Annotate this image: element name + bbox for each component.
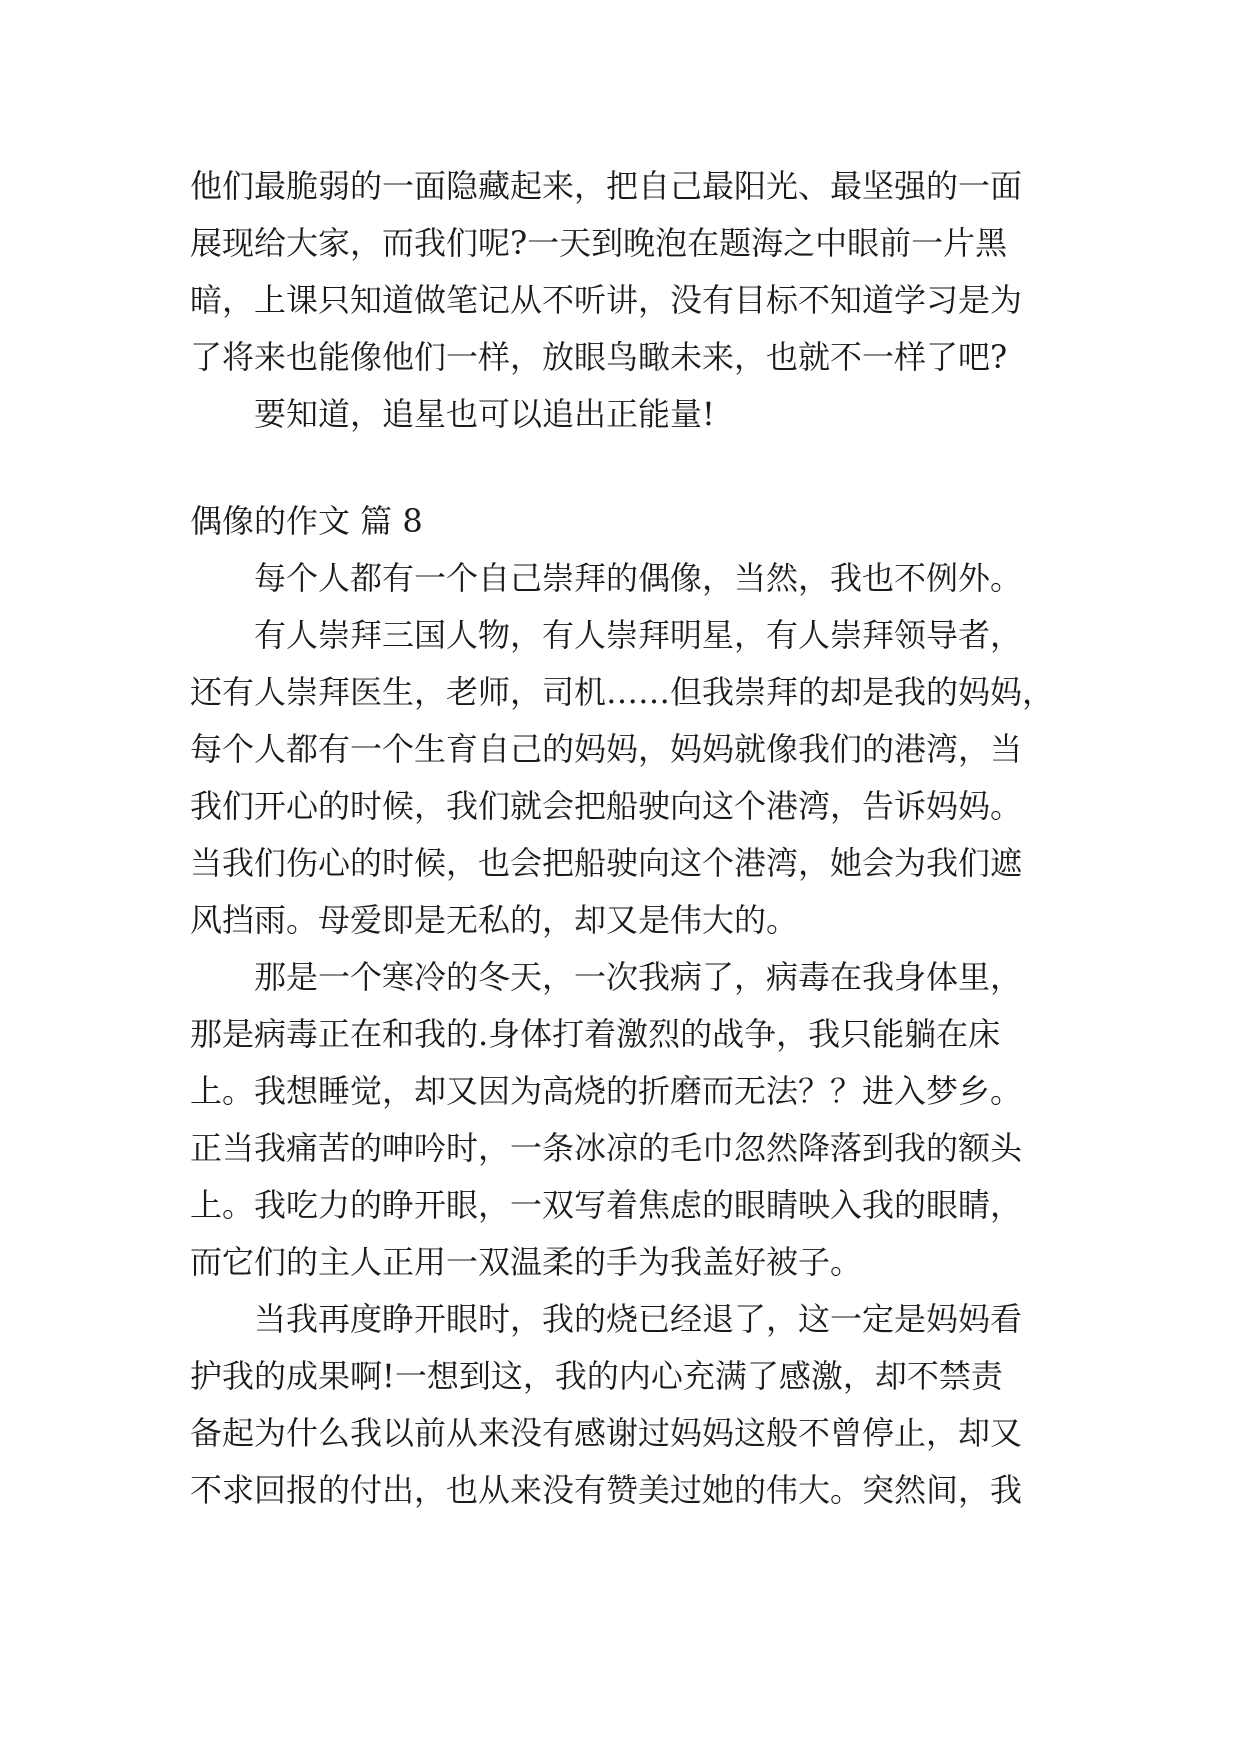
text-line: 风挡雨。母爱即是无私的，却又是伟大的。 <box>190 901 799 939</box>
section-heading: 偶像的作文 篇 8 <box>190 502 423 540</box>
text-line: 要知道，追星也可以追出正能量! <box>254 395 715 433</box>
text-line: 上。我吃力的睁开眼，一双写着焦虑的眼睛映入我的眼睛， <box>190 1186 1023 1224</box>
text-line: 而它们的主人正用一双温柔的手为我盖好被子。 <box>190 1243 863 1281</box>
text-line: 还有人崇拜医生，老师，司机……但我崇拜的却是我的妈妈， <box>190 673 1055 711</box>
text-line: 当我再度睁开眼时，我的烧已经退了，这一定是妈妈看 <box>254 1300 1023 1338</box>
text-line: 当我们伤心的时候，也会把船驶向这个港湾，她会为我们遮 <box>190 844 1023 882</box>
text-line: 我们开心的时候，我们就会把船驶向这个港湾，告诉妈妈。 <box>190 787 1023 825</box>
text-line: 不求回报的付出，也从来没有赞美过她的伟大。突然间，我 <box>190 1471 1023 1509</box>
text-line: 了将来也能像他们一样，放眼鸟瞰未来，也就不一样了吧? <box>190 338 1008 376</box>
text-line: 正当我痛苦的呻吟时，一条冰凉的毛巾忽然降落到我的额头 <box>190 1129 1023 1167</box>
text-line: 每个人都有一个生育自己的妈妈，妈妈就像我们的港湾，当 <box>190 730 1023 768</box>
text-line: 护我的成果啊!一想到这，我的内心充满了感激，却不禁责 <box>190 1357 1003 1395</box>
text-line: 暗，上课只知道做笔记从不听讲，没有目标不知道学习是为 <box>190 281 1023 319</box>
text-line: 展现给大家，而我们呢?一天到晚泡在题海之中眼前一片黑 <box>190 224 1008 262</box>
text-line: 上。我想睡觉，却又因为高烧的折磨而无法？？进入梦乡。 <box>190 1072 1023 1110</box>
text-line: 那是病毒正在和我的.身体打着激烈的战争，我只能躺在床 <box>190 1015 1001 1053</box>
text-line: 每个人都有一个自己崇拜的偶像，当然，我也不例外。 <box>254 559 1023 597</box>
text-line: 那是一个寒冷的冬天，一次我病了，病毒在我身体里， <box>254 958 1023 996</box>
text-line: 备起为什么我以前从来没有感谢过妈妈这般不曾停止，却又 <box>190 1414 1023 1452</box>
text-line: 有人崇拜三国人物，有人崇拜明星，有人崇拜领导者， <box>254 616 1023 654</box>
text-line: 他们最脆弱的一面隐藏起来，把自己最阳光、最坚强的一面 <box>190 167 1023 205</box>
